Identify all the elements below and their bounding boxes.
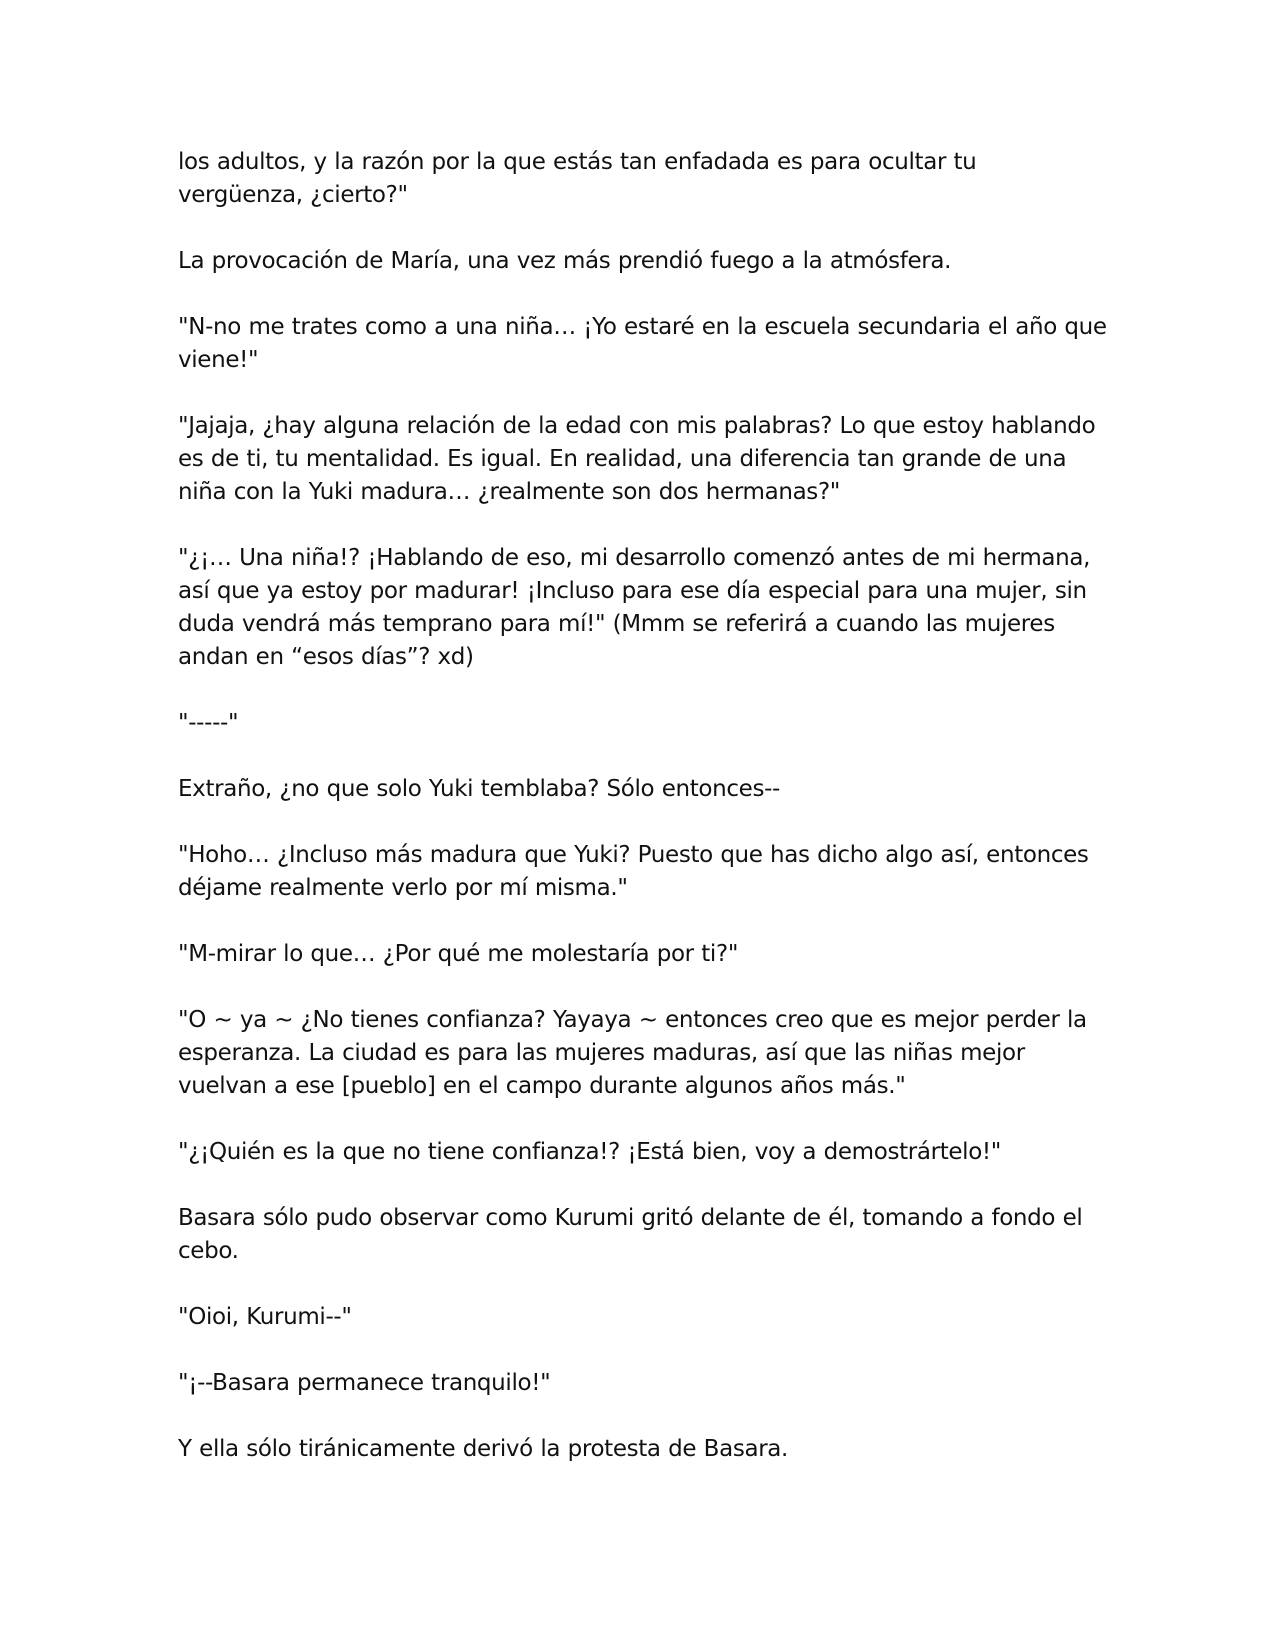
paragraph-1: los adultos, y la razón por la que estás tan enfadada es para ocultar tu vergüenza, ¿cierto?" <box>178 149 977 208</box>
paragraph-10: "O ~ ya ~ ¿No tienes confianza? Yayaya ~ entonces creo que es mejor perder la esperanza. La ciudad es para las mujeres maduras, así que las niñas mejor vuelvan a ese [pueblo] en el campo durante algunos años más." <box>178 1007 1087 1099</box>
paragraph-3: "N-no me trates como a una niña… ¡Yo estaré en la escuela secundaria el año que viene!" <box>178 314 1107 373</box>
paragraph-15: Y ella sólo tiránicamente derivó la protesta de Basara. <box>178 1436 789 1462</box>
paragraph-2: La provocación de María, una vez más prendió fuego a la atmósfera. <box>178 248 952 274</box>
paragraph-8: "Hoho… ¿Incluso más madura que Yuki? Puesto que has dicho algo así, entonces déjame realmente verlo por mí misma." <box>178 842 1089 901</box>
paragraph-6: "-----" <box>178 710 239 736</box>
paragraph-9: "M-mirar lo que… ¿Por qué me molestaría por ti?" <box>178 941 739 967</box>
document-body <box>178 146 1108 1466</box>
paragraph-12: Basara sólo pudo observar como Kurumi gritó delante de él, tomando a fondo el cebo. <box>178 1205 1083 1264</box>
paragraph-7: Extraño, ¿no que solo Yuki temblaba? Sólo entonces-- <box>178 776 781 802</box>
paragraph-5: "¿¡… Una niña!? ¡Hablando de eso, mi desarrollo comenzó antes de mi hermana, así que ya estoy por madurar! ¡Incluso para ese día especial para una mujer, sin duda vendrá más temprano para mí!" (Mmm se referirá a cuando las mujeres andan en “esos días”? xd) <box>178 545 1091 670</box>
paragraph-13: "Oioi, Kurumi--" <box>178 1304 352 1330</box>
paragraph-14: "¡--Basara permanece tranquilo!" <box>178 1370 551 1396</box>
paragraph-11: "¿¡Quién es la que no tiene confianza!? ¡Está bien, voy a demostrártelo!" <box>178 1139 1002 1165</box>
paragraph-4: "Jajaja, ¿hay alguna relación de la edad con mis palabras? Lo que estoy hablando es de ti, tu mentalidad. Es igual. En realidad, una diferencia tan grande de una niña con la Yuki madura… ¿realmente son dos hermanas?" <box>178 413 1096 505</box>
